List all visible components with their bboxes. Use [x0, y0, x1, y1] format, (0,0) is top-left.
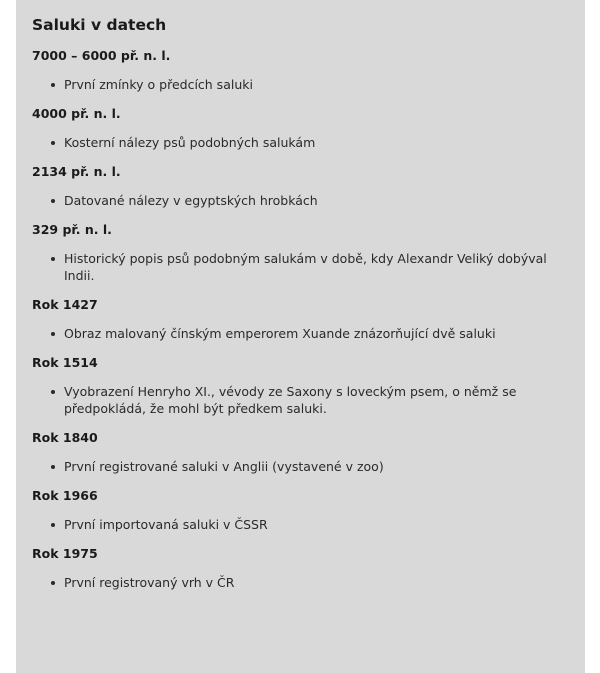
bullet-icon — [51, 83, 55, 87]
entry-text: Kosterní nálezy psů podobných salukám — [64, 135, 316, 150]
bullet-icon — [51, 465, 55, 469]
bullet-icon — [51, 257, 55, 261]
timeline-entry-2 — [32, 163, 569, 209]
timeline-entry-0 — [32, 47, 569, 93]
entry-year: Rok 1840 — [32, 430, 98, 445]
entry-list — [32, 76, 569, 93]
entry-year: Rok 1966 — [32, 488, 98, 503]
bullet-icon — [51, 523, 55, 527]
entry-text: Vyobrazení Henryho XI., vévody ze Saxony s loveckým psem, o němž se předpokládá, že mohl být předkem saluki. — [64, 384, 517, 416]
list-item — [64, 458, 569, 475]
entry-year: 4000 př. n. l. — [32, 106, 121, 121]
entry-year: Rok 1514 — [32, 355, 98, 370]
bullet-icon — [51, 332, 55, 336]
entry-list — [32, 192, 569, 209]
timeline-entry-1 — [32, 105, 569, 151]
entry-year: Rok 1427 — [32, 297, 98, 312]
entry-text: První registrované saluki v Anglii (vystavené v zoo) — [64, 459, 384, 474]
entry-list — [32, 383, 569, 417]
list-item — [64, 250, 569, 284]
entry-text: Historický popis psů podobným salukám v době, kdy Alexandr Veliký dobýval Indii. — [64, 251, 547, 283]
timeline-entry-3 — [32, 221, 569, 284]
bullet-icon — [51, 390, 55, 394]
list-item — [64, 76, 569, 93]
entry-text: První importovaná saluki v ČSSR — [64, 517, 268, 532]
entry-list — [32, 134, 569, 151]
list-item — [64, 516, 569, 533]
list-item — [64, 383, 569, 417]
entry-text: První zmínky o předcích saluki — [64, 77, 253, 92]
entry-list — [32, 458, 569, 475]
entry-list — [32, 574, 569, 591]
timeline-entry-6 — [32, 429, 569, 475]
bullet-icon — [51, 581, 55, 585]
entry-list — [32, 516, 569, 533]
entry-year: 2134 př. n. l. — [32, 164, 121, 179]
entry-list — [32, 250, 569, 284]
timeline-entry-4 — [32, 296, 569, 342]
entry-text: Obraz malovaný čínským emperorem Xuande znázorňující dvě saluki — [64, 326, 496, 341]
entry-year: Rok 1975 — [32, 546, 98, 561]
list-item — [64, 574, 569, 591]
entry-year: 329 př. n. l. — [32, 222, 112, 237]
bullet-icon — [51, 141, 55, 145]
entry-text: Datované nálezy v egyptských hrobkách — [64, 193, 318, 208]
timeline-entry-7 — [32, 487, 569, 533]
bullet-icon — [51, 199, 55, 203]
list-item — [64, 325, 569, 342]
list-item — [64, 134, 569, 151]
entry-year: 7000 – 6000 př. n. l. — [32, 48, 171, 63]
timeline-entry-8 — [32, 545, 569, 591]
entry-text: První registrovaný vrh v ČR — [64, 575, 235, 590]
page-title: Saluki v datech — [32, 16, 167, 34]
list-item — [64, 192, 569, 209]
timeline-entry-5 — [32, 354, 569, 417]
entry-list — [32, 325, 569, 342]
timeline-panel — [16, 0, 585, 673]
